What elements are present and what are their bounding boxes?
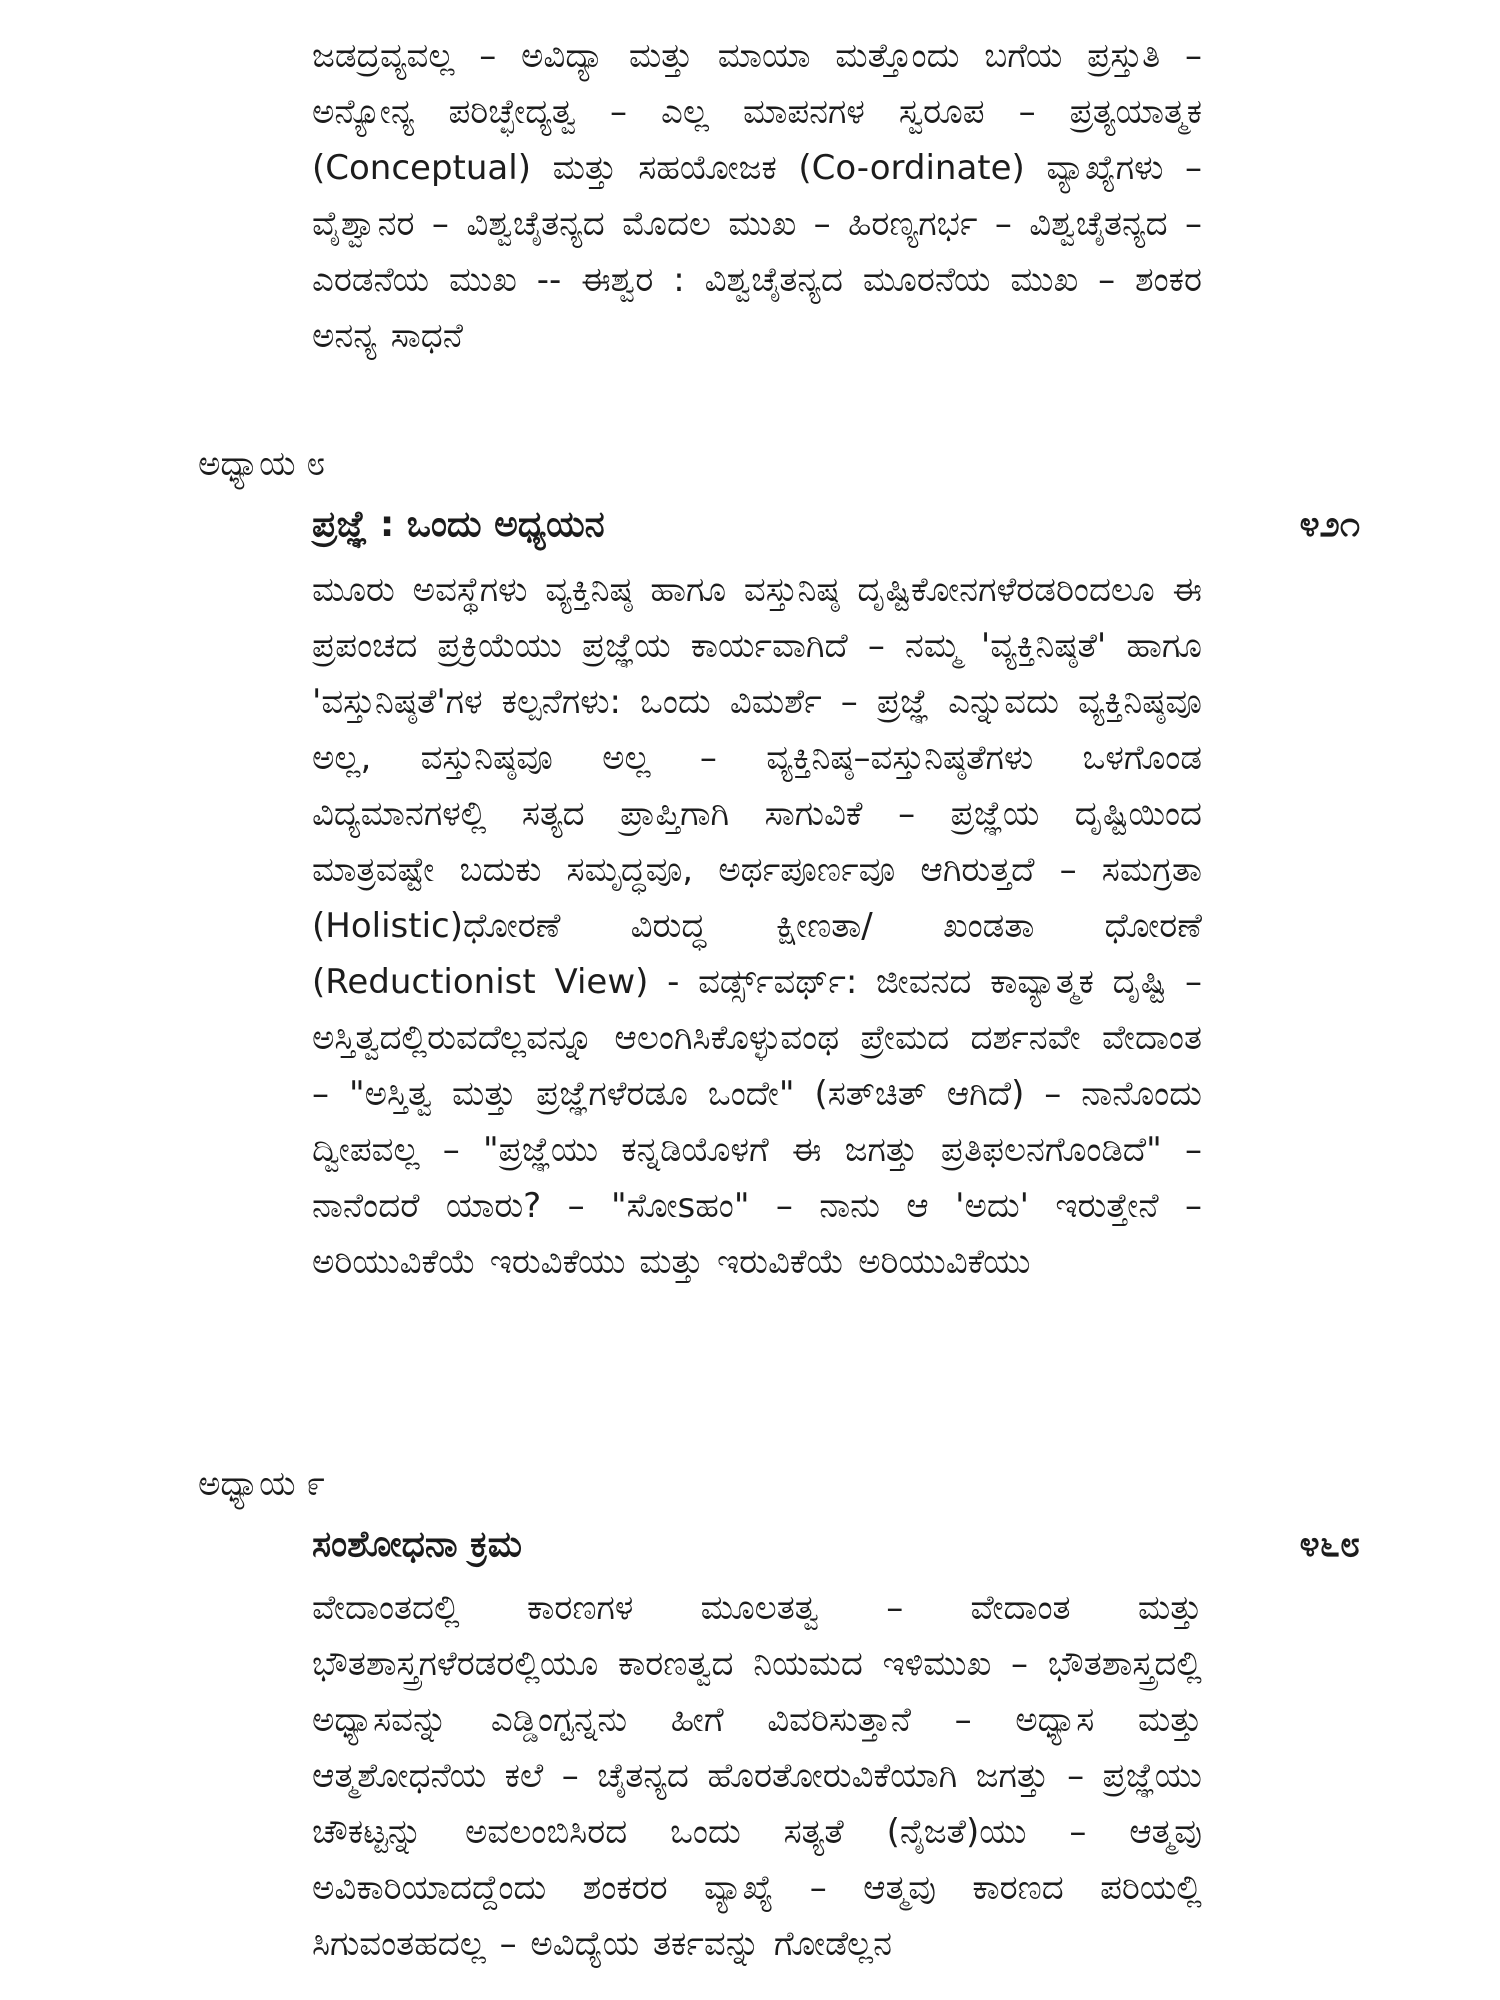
chapter-8-label: ಅಧ್ಯಾಯ ೮ — [198, 444, 326, 484]
chapter-9-title: ಸಂಶೋಧನಾ ಕ್ರಮ — [312, 1524, 523, 1565]
chapter-8-title: ಪ್ರಜ್ಞೆ : ಒಂದು ಅಧ್ಯಯನ — [312, 504, 605, 545]
chapter-9-page-number: ೪೬೮ — [1299, 1524, 1360, 1565]
chapter-8-page-number: ೪೨೧ — [1299, 504, 1360, 545]
chapter-9-label: ಅಧ್ಯಾಯ ೯ — [198, 1464, 326, 1504]
continued-contents-paragraph: ಜಡದ್ರವ್ಯವಲ್ಲ – ಅವಿದ್ಯಾ ಮತ್ತು ಮಾಯಾ ಮತ್ತೊಂದು ಬಗೆಯ ಪ್ರಸ್ತುತಿ – ಅನ್ಯೋನ್ಯ ಪರಿಚ್ಛೇದ್ಯತ್ವ – ಎಲ್ಲ ಮಾಪನಗಳ ಸ್ವರೂಪ – ಪ್ರತ್ಯಯಾತ್ಮಕ (Conceptual) ಮತ್ತು ಸಹಯೋಜಕ (Co-ordinate) ವ್ಯಾಖ್ಯೆಗಳು – ವೈಶ್ವಾನರ – ವಿಶ್ವಚೈತನ್ಯದ ಮೊದಲ ಮುಖ – ಹಿರಣ್ಯಗರ್ಭ – ವಿಶ್ವಚೈತನ್ಯದ – ಎರಡನೆಯ ಮುಖ -- ಈಶ್ವರ : ವಿಶ್ವಚೈತನ್ಯದ ಮೂರನೆಯ ಮುಖ – ಶಂಕರ ಅನನ್ಯ ಸಾಧನೆ — [312, 36, 1202, 356]
chapter-9-summary: ವೇದಾಂತದಲ್ಲಿ ಕಾರಣಗಳ ಮೂಲತತ್ವ – ವೇದಾಂತ ಮತ್ತು ಭೌತಶಾಸ್ತ್ರಗಳೆರಡರಲ್ಲಿಯೂ ಕಾರಣತ್ವದ ನಿಯಮದ ಇಳಿಮುಖ – ಭೌತಶಾಸ್ತ್ರದಲ್ಲಿ ಅಧ್ಯಾಸವನ್ನು ಎಡ್ಡಿಂಗ್ಟನ್ನನು ಹೀಗೆ ವಿವರಿಸುತ್ತಾನೆ – ಅಧ್ಯಾಸ ಮತ್ತು ಆತ್ಮಶೋಧನೆಯ ಕಲೆ – ಚೈತನ್ಯದ ಹೊರತೋರುವಿಕೆಯಾಗಿ ಜಗತ್ತು – ಪ್ರಜ್ಞೆಯು ಚೌಕಟ್ಟನ್ನು ಅವಲಂಬಿಸಿರದ ಒಂದು ಸತ್ಯತೆ (ನೈಜತೆ)ಯು – ಆತ್ಮವು ಅವಿಕಾರಿಯಾದದ್ದೆಂದು ಶಂಕರರ ವ್ಯಾಖ್ಯೆ – ಆತ್ಮವು ಕಾರಣದ ಪರಿಯಲ್ಲಿ ಸಿಗುವಂತಹದಲ್ಲ – ಅವಿದ್ಯೆಯ ತರ್ಕವನ್ನು ಗೋಡೆಲ್ಲನ — [312, 1588, 1202, 1964]
chapter-8-summary: ಮೂರು ಅವಸ್ಥೆಗಳು ವ್ಯಕ್ತಿನಿಷ್ಠ ಹಾಗೂ ವಸ್ತುನಿಷ್ಠ ದೃಷ್ಟಿಕೋನಗಳೆರಡರಿಂದಲೂ ಈ ಪ್ರಪಂಚದ ಪ್ರಕ್ರಿಯೆಯು ಪ್ರಜ್ಞೆಯ ಕಾರ್ಯವಾಗಿದೆ – ನಮ್ಮ 'ವ್ಯಕ್ತಿನಿಷ್ಠತೆ' ಹಾಗೂ 'ವಸ್ತುನಿಷ್ಠತೆ'ಗಳ ಕಲ್ಪನೆಗಳು: ಒಂದು ವಿಮರ್ಶೆ – ಪ್ರಜ್ಞೆ ಎನ್ನುವದು ವ್ಯಕ್ತಿನಿಷ್ಠವೂ ಅಲ್ಲ, ವಸ್ತುನಿಷ್ಠವೂ ಅಲ್ಲ – ವ್ಯಕ್ತಿನಿಷ್ಠ–ವಸ್ತುನಿಷ್ಠತೆಗಳು ಒಳಗೊಂಡ ವಿದ್ಯಮಾನಗಳಲ್ಲಿ ಸತ್ಯದ ಪ್ರಾಪ್ತಿಗಾಗಿ ಸಾಗುವಿಕೆ – ಪ್ರಜ್ಞೆಯ ದೃಷ್ಟಿಯಿಂದ ಮಾತ್ರವಷ್ಟೇ ಬದುಕು ಸಮೃದ್ಧವೂ, ಅರ್ಥಪೂರ್ಣವೂ ಆಗಿರುತ್ತದೆ – ಸಮಗ್ರತಾ (Holistic)ಧೋರಣೆ ವಿರುದ್ಧ ಕ್ಷೀಣತಾ/ ಖಂಡತಾ ಧೋರಣೆ (Reductionist View) - ವರ್ಡ್ಸ್‌ವರ್ಥ್: ಜೀವನದ ಕಾವ್ಯಾತ್ಮಕ ದೃಷ್ಟಿ – ಅಸ್ತಿತ್ವದಲ್ಲಿರುವದೆಲ್ಲವನ್ನೂ ಆಲಂಗಿಸಿಕೊಳ್ಳುವಂಥ ಪ್ರೇಮದ ದರ್ಶನವೇ ವೇದಾಂತ – "ಅಸ್ತಿತ್ವ ಮತ್ತು ಪ್ರಜ್ಞೆಗಳೆರಡೂ ಒಂದೇ" (ಸತ್‌ಚಿತ್ ಆಗಿದೆ) – ನಾನೊಂದು ದ್ವೀಪವಲ್ಲ – "ಪ್ರಜ್ಞೆಯು ಕನ್ನಡಿಯೊಳಗೆ ಈ ಜಗತ್ತು ಪ್ರತಿಫಲನಗೊಂಡಿದೆ" – ನಾನೆಂದರೆ ಯಾರು? – "ಸೋsಹಂ" – ನಾನು ಆ 'ಅದು' ಇರುತ್ತೇನೆ – ಅರಿಯುವಿಕೆಯೆ ಇರುವಿಕೆಯು ಮತ್ತು ಇರುವಿಕೆಯೆ ಅರಿಯುವಿಕೆಯು — [312, 570, 1202, 1282]
